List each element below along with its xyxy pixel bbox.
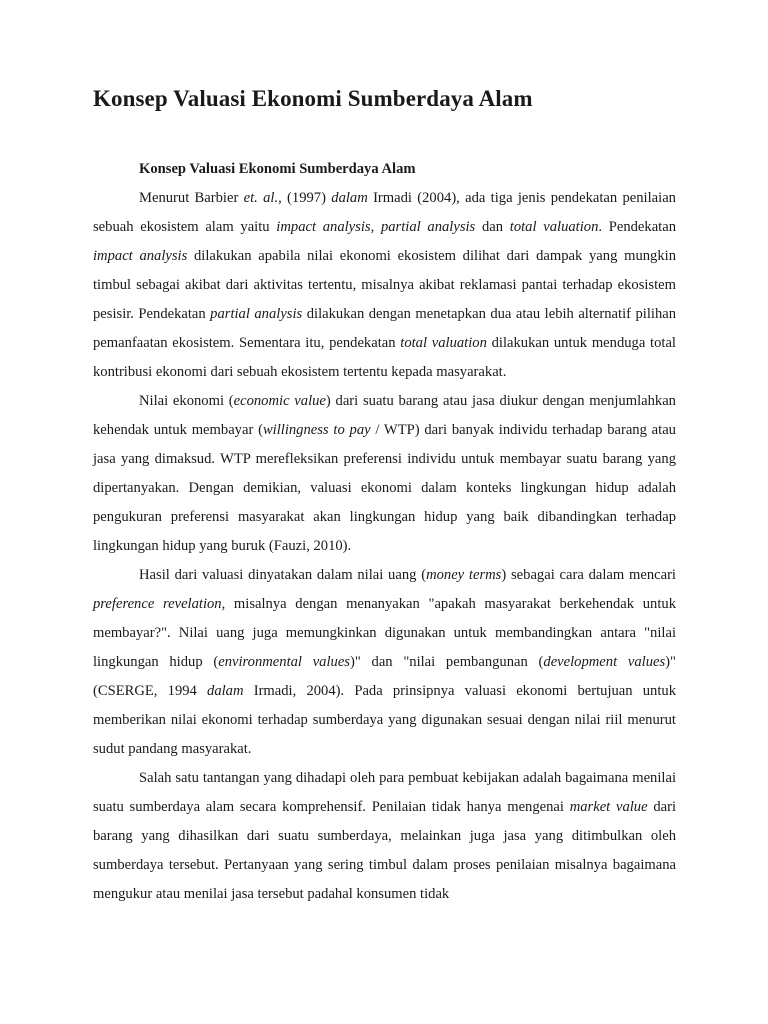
paragraph-money-terms <box>93 561 676 764</box>
text-run: dilakukan apabila nilai ekonomi ekosistem dilihat dari dampak yang mungkin timbul sebagai akibat dari aktivitas tertentu, misalnya akibat reklamasi pantai terhadap ekosistem pesisir. Pendekatan <box>93 248 676 322</box>
italic-term: partial analysis <box>210 306 303 322</box>
paragraph-economic-value <box>93 387 676 561</box>
text-run: ) dari suatu barang atau jasa diukur dengan menjumlahkan kehendak untuk membayar ( <box>93 393 676 438</box>
text-run: dilakukan untuk menduga total kontribusi ekonomi dari sebuah ekosistem tertentu kepada masyarakat. <box>93 335 676 380</box>
text-run: Irmadi, 2004). Pada prinsipnya valuasi ekonomi bertujuan untuk memberikan nilai ekonomi terhadap sumberdaya yang digunakan sesuai dengan nilai riil menurut sudut pandang masyarakat. <box>93 683 676 757</box>
text-run: )" dan "nilai pembangunan ( <box>349 654 544 670</box>
italic-term: preference revelation <box>93 596 222 612</box>
italic-term: willingness to pay <box>262 422 371 438</box>
italic-term: partial analysis <box>380 219 476 235</box>
text-run: Menurut Barbier <box>139 190 244 206</box>
text-run: dilakukan dengan menetapkan dua atau lebih alternatif pilihan pemanfaatan ekosistem. Sementara itu, pendekatan <box>93 306 677 351</box>
text-run: Salah satu tantangan yang dihadapi oleh para pembuat kebijakan adalah bagaimana menilai suatu sumberdaya alam secara komprehensif. Penilaian tidak hanya mengenai <box>93 770 676 815</box>
text-run: Irmadi (2004), ada tiga jenis pendekatan penilaian sebuah ekosistem alam yaitu <box>93 190 676 235</box>
text-run: / WTP) dari banyak individu terhadap barang atau jasa yang dimaksud. WTP merefleksikan preferensi individu untuk membayar suatu barang yang dipertanyakan. Dengan demikian, valuasi ekonomi dalam konteks lingkungan hidup adalah pengukuran preferensi masyarakat akan lingkungan hidup yang baik dibandingkan terhadap lingkungan hidup yang buruk (Fauzi, 2010). <box>93 422 676 554</box>
text-run: )" (CSERGE, 1994 <box>93 654 676 699</box>
text-run: dari barang yang dihasilkan dari suatu sumberdaya, melainkan juga jasa yang ditimbulkan oleh sumberdaya tersebut. Pertanyaan yang sering timbul dalam proses penilaian misalnya bagaimana mengukur atau menilai jasa tersebut padahal konsumen tidak <box>93 799 677 902</box>
italic-term: development values <box>543 654 666 670</box>
italic-term: economic value <box>233 393 326 409</box>
text-run: , <box>370 219 381 235</box>
italic-term: environmental values <box>218 654 350 670</box>
document-title: Konsep Valuasi Ekonomi Sumberdaya Alam <box>93 86 533 111</box>
italic-term: et. al. <box>243 190 279 206</box>
text-run: dan <box>475 219 510 235</box>
text-run: . Pendekatan <box>598 219 677 235</box>
italic-term: money terms <box>426 567 502 583</box>
italic-term: market value <box>569 799 648 815</box>
paragraph-policy-challenge <box>93 764 676 909</box>
italic-term: total valuation <box>509 219 599 235</box>
text-run: , misalnya dengan menanyakan "apakah masyarakat berkehendak untuk membayar?". Nilai uang juga memungkinkan digunakan untuk membandingkan antara "nilai lingkungan hidup ( <box>93 596 676 670</box>
document-body <box>93 155 676 909</box>
text-run: ) sebagai cara dalam mencari <box>501 567 676 583</box>
italic-term: total valuation <box>400 335 487 351</box>
italic-term: dalam <box>207 683 244 699</box>
italic-term: impact analysis <box>93 248 188 264</box>
text-run: , (1997) <box>278 190 332 206</box>
italic-term: dalam <box>331 190 368 206</box>
text-run: Hasil dari valuasi dinyatakan dalam nilai uang ( <box>139 567 427 583</box>
paragraph-approaches <box>93 184 676 387</box>
italic-term: impact analysis <box>276 219 371 235</box>
text-run: Nilai ekonomi ( <box>139 393 234 409</box>
section-heading: Konsep Valuasi Ekonomi Sumberdaya Alam <box>139 161 416 177</box>
